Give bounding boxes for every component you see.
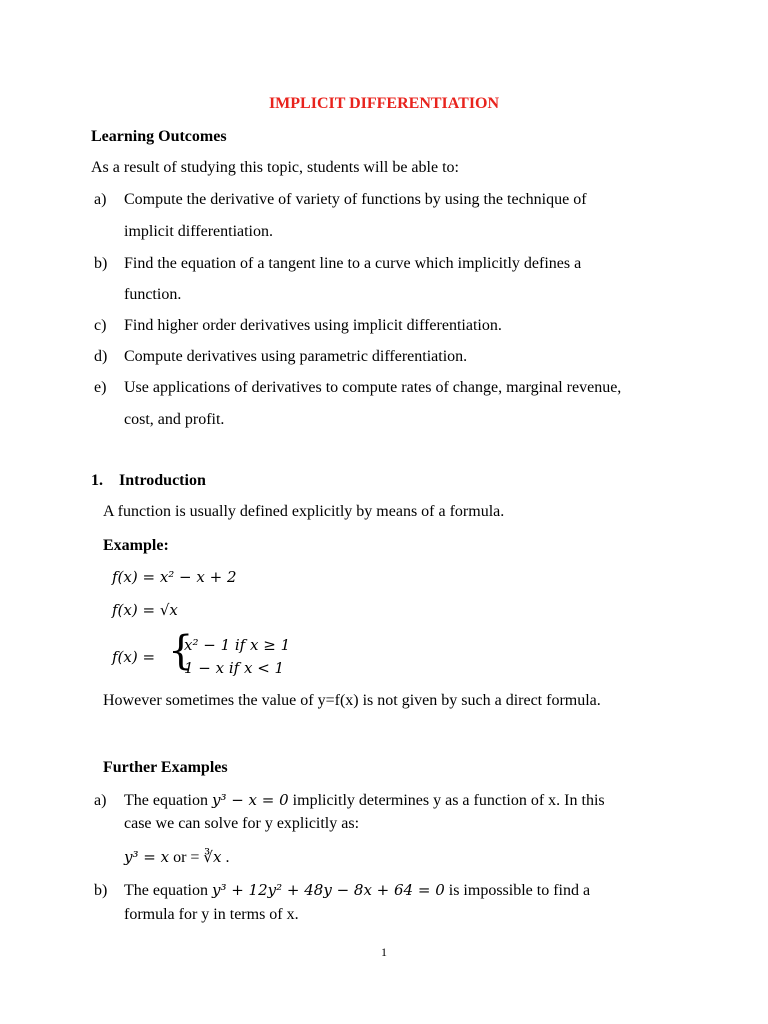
solve-or: or = [173,849,200,866]
outcome-marker: e) [94,379,107,396]
piecewise-case: x² − 1 if x ≥ 1 [184,636,291,654]
solve-line [124,850,229,866]
further-heading: Further Examples [103,759,228,776]
outcome-text: Use applications of derivatives to compute rates of change, marginal revenue, [124,379,622,396]
outcome-marker: a) [94,191,107,208]
example-marker: b) [94,882,108,899]
section-text: A function is usually defined explicitly by means of a formula. [103,503,505,520]
outcome-text: implicit differentiation. [124,223,273,240]
outcome-text: cost, and profit. [124,411,225,428]
piecewise-brace: { [168,628,194,674]
example-text-post: is impossible to find a [448,882,591,899]
outcomes-intro: As a result of studying this topic, students will be able to: [91,159,459,176]
outcome-text: Compute the derivative of variety of functions by using the technique of [124,191,587,208]
formula-sqrt: f(x) = √x [112,601,178,619]
formula-piecewise-lhs: f(x) = [112,648,156,666]
solve-equation: y³ = x [124,848,170,866]
section-number: 1. [91,472,103,489]
outcome-marker: b) [94,255,108,272]
example-text-line2: case we can solve for y explicitly as: [124,815,360,832]
section-heading: Introduction [119,472,206,489]
page-title: IMPLICIT DIFFERENTIATION [268,95,500,112]
outcome-text: function. [124,286,182,303]
outcome-text: Find the equation of a tangent line to a curve which implicitly defines a [124,255,582,272]
formula-quadratic: f(x) = x² − x + 2 [112,568,237,586]
example-label: Example: [103,537,169,554]
equation-b: y³ + 12y² + 48y − 8x + 64 = 0 [211,881,445,899]
however-text: However sometimes the value of y=f(x) is not given by such a direct formula. [103,692,601,709]
example-marker: a) [94,792,107,809]
example-text-post: implicitly determines y as a function of x. In this [292,792,605,809]
cube-root: ∛x [203,848,222,866]
equation-a: y³ − x = 0 [211,791,289,809]
piecewise-case: 1 − x if x < 1 [184,659,285,677]
solve-dot: . [225,849,230,866]
outcome-text: Find higher order derivatives using implicit differentiation. [124,317,502,334]
example-text-pre: The equation [124,882,208,899]
outcome-text: Compute derivatives using parametric differentiation. [124,348,468,365]
example-text-line2: formula for y in terms of x. [124,906,299,923]
outcomes-heading: Learning Outcomes [91,128,227,145]
page-number: 1 [381,945,387,959]
example-text [124,793,605,809]
example-text [124,883,590,899]
example-text-pre: The equation [124,792,208,809]
outcome-marker: c) [94,317,107,334]
outcome-marker: d) [94,348,108,365]
